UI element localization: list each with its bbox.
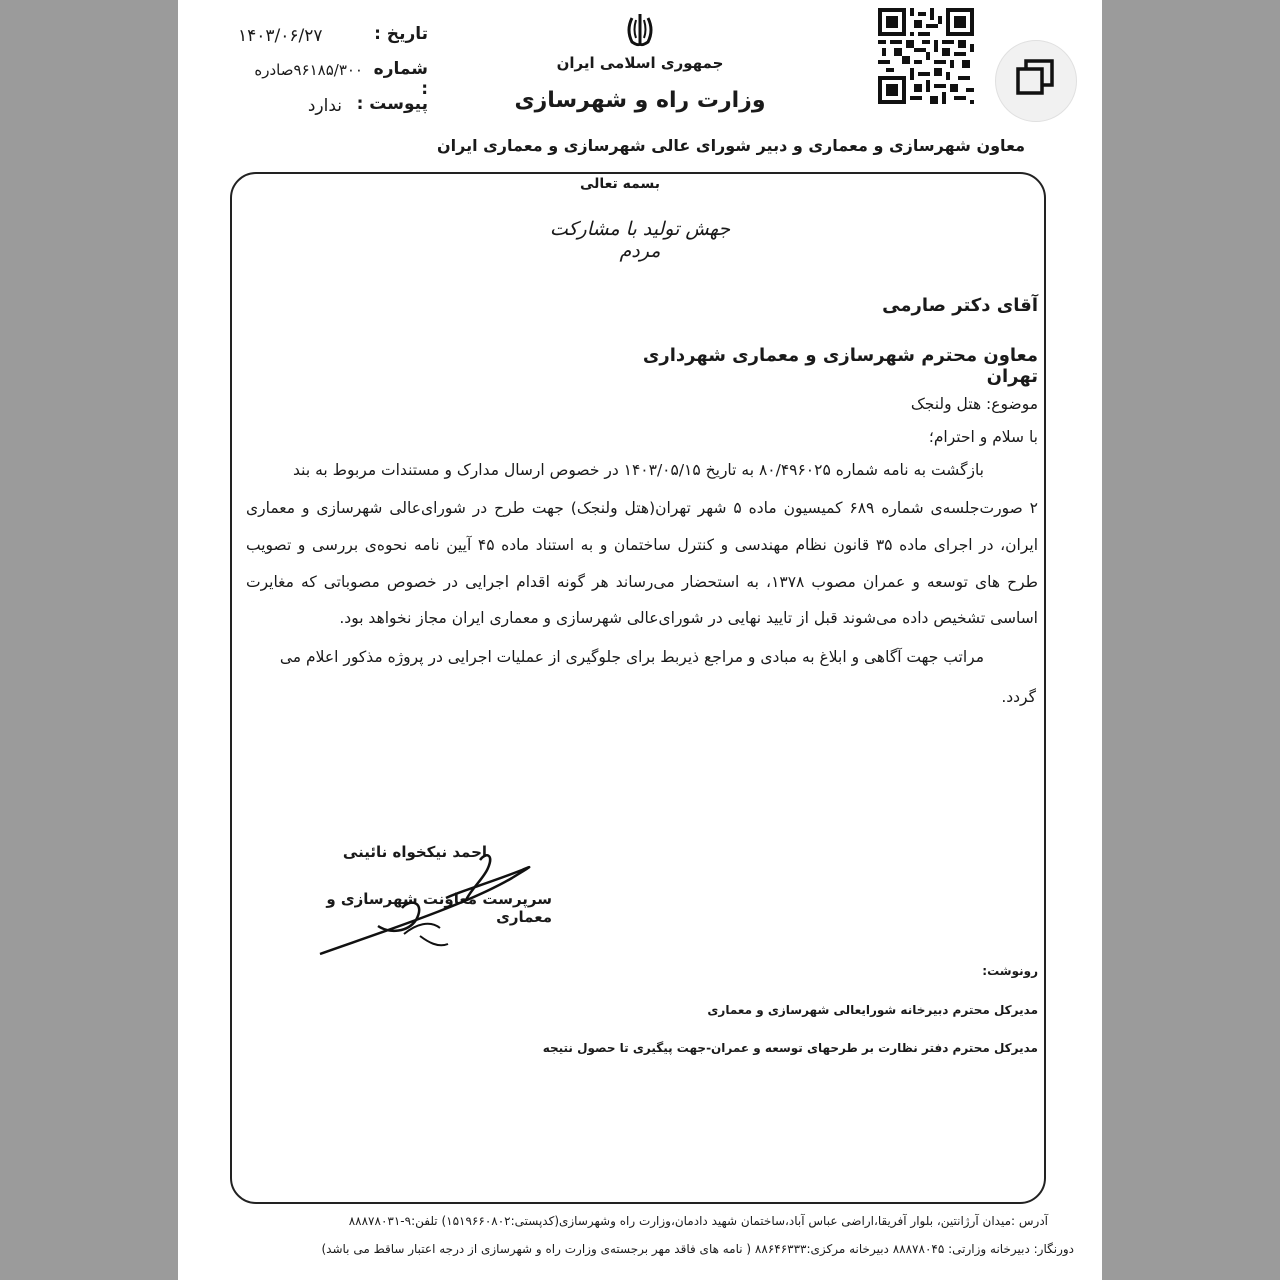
signer-title: سرپرست معاونت شهرسازی و معماری: [326, 890, 552, 926]
number-value: ۹۶۱۸۵/۳۰۰صادره: [254, 61, 363, 79]
deputy-title: معاون شهرسازی و معماری و دبیر شورای عالی شهرسازی و معماری ایران: [436, 136, 1025, 155]
date-value: ۱۴۰۳/۰۶/۲۷: [238, 26, 323, 46]
signature: [316, 850, 546, 960]
slogan: جهش تولید با مشارکت مردم: [549, 218, 731, 262]
ministry-title: وزارت راه و شهرسازی: [514, 88, 766, 113]
recipient-name: آقای دکتر صارمی: [882, 295, 1038, 316]
closing-line: مراتب جهت آگاهی و ابلاغ به مبادی و مراجع ذیربط برای جلوگیری از عملیات اجرایی در پروژه مذکور اعلام می: [279, 648, 984, 666]
body-line: ایران، در اجرای ماده ۳۵ قانون نظام مهندسی و کنترل ساختمان و به استناد ماده ۴۵ آیین نامه نحوه‌ی بررسی و تصویب: [246, 536, 1039, 554]
closing-line: گردد.: [1001, 688, 1036, 706]
attachment-value: ندارد: [307, 96, 342, 116]
cc-item: مدیرکل محترم دبیرخانه شورایعالی شهرسازی و معماری: [707, 1003, 1038, 1017]
qr-code: [878, 8, 974, 104]
iran-emblem-icon: [620, 10, 660, 50]
number-label: شماره :: [373, 59, 428, 99]
recipient-title: معاون محترم شهرسازی و معماری شهرداری تهران: [642, 345, 1038, 387]
attachment-label: پیوست :: [356, 94, 428, 114]
footer-fax: دورنگار: دبیرخانه وزارتی: ۸۸۸۷۸۰۴۵ دبیرخانه مرکزی:۸۸۶۴۶۳۳۳ ( نامه های فاقد مهر برجسته‌ی وزارت راه و شهرسازی از درجه اعتبار ساقط می باشد): [321, 1242, 1074, 1256]
body-line: ۲ صورت‌جلسه‌ی شماره ۶۸۹ کمیسیون ماده ۵ شهر تهران(هتل ولنجک) جهت طرح در شورای‌عالی شهرسازی و معماری: [246, 499, 1038, 517]
copy-button[interactable]: [995, 40, 1077, 122]
republic-title: جمهوری اسلامی ایران: [556, 54, 724, 72]
copy-icon: [1014, 57, 1058, 105]
body-line: بازگشت به نامه شماره ۸۰/۴۹۶۰۲۵ به تاریخ ۱۴۰۳/۰۵/۱۵ در خصوص ارسال مدارک و مستندات مربوط به بند: [293, 461, 984, 479]
cc-item: مدیرکل محترم دفتر نظارت بر طرحهای توسعه و عمران-جهت پیگیری تا حصول نتیجه: [542, 1041, 1038, 1055]
date-label: تاریخ :: [374, 24, 428, 44]
subject: موضوع: هتل ولنجک: [910, 395, 1038, 413]
bismillah: بسمه تعالی: [579, 176, 661, 192]
body-line: طرح های توسعه و عمران مصوب ۱۳۷۸، به استحضار می‌رساند هر گونه اقدام اجرایی در خصوص مصوباتی که مغایرت: [246, 573, 1038, 591]
footer-address: آدرس :میدان آرژانتین، بلوار آفریقا،اراضی عباس آباد،ساختمان شهید دادمان،وزارت راه وشهرسازی(کدپستی:۱۵۱۹۶۶۰۸۰۲) تلفن:۹-۸۸۸۷۸۰۳۱: [348, 1214, 1048, 1228]
greeting: با سلام و احترام؛: [928, 428, 1038, 446]
cc-label: رونوشت:: [982, 964, 1038, 978]
signer-name: احمد نیکخواه نائینی: [342, 843, 488, 861]
body-line: اساسی تشخیص داده می‌شوند قبل از تایید نهایی در شورای‌عالی شهرسازی و معماری ایران مجاز نخواهد بود.: [339, 609, 1038, 627]
